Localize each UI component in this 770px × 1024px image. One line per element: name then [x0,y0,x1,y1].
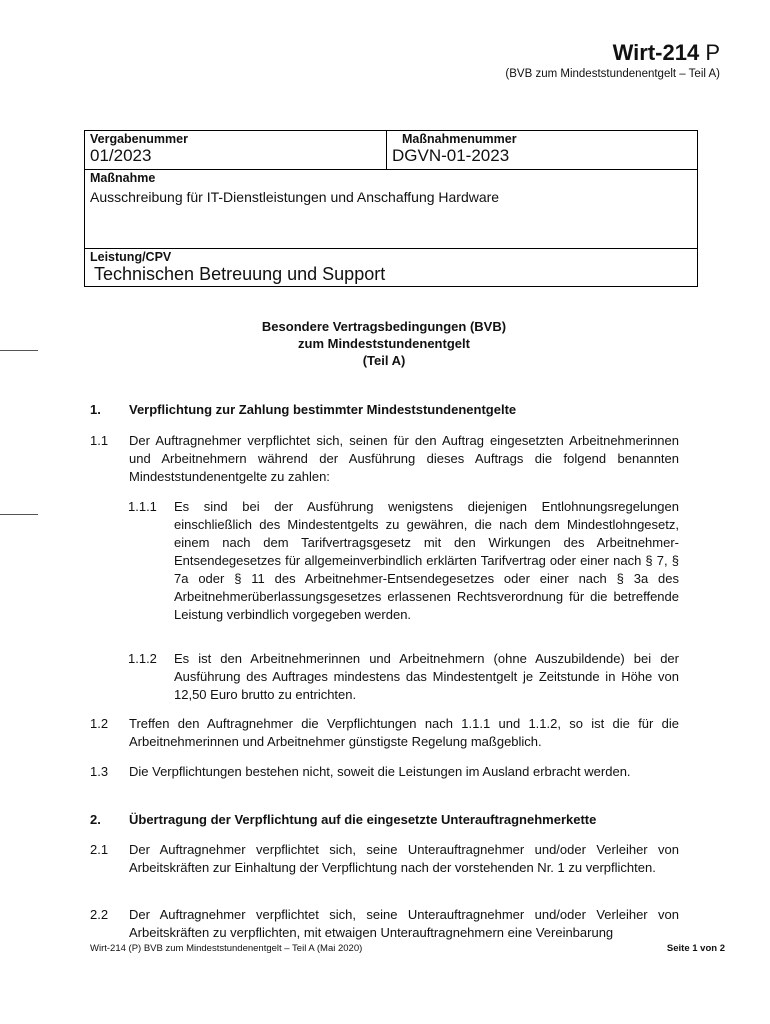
title-line-1: Besondere Vertragsbedingungen (BVB) [261,319,507,334]
massnahmenummer-cell [387,131,697,169]
section-2-1-text: Der Auftragnehmer verpflichtet sich, seine Unterauftragnehmer und/oder Verleiher von Arbeitskräften zur Einhaltung der Verpflichtung nach der vorstehenden Nr. 1 zu verpflichten. [129,842,679,875]
document-title [84,318,684,369]
section-2-number: 2. [90,812,101,827]
form-code [613,40,720,66]
title-line-3: (Teil A) [362,353,406,368]
section-2-2-number: 2.2 [90,907,109,922]
form-row-leistung [84,248,698,287]
section-1-2-text: Treffen den Auftragnehmer die Verpflichtungen nach 1.1.1 und 1.1.2, so ist die für die Arbeitnehmerinnen und Arbeitnehmer günstigste Regelung maßgeblich. [129,716,679,749]
form-code-variant: P [705,40,720,65]
form-row-massnahme [84,169,698,249]
massnahme-value: Ausschreibung für IT-Dienstleistungen und Anschaffung Hardware [90,189,500,205]
fold-mark-top [0,350,38,351]
section-1-1-2-text: Es ist den Arbeitnehmerinnen und Arbeitnehmern (ohne Auszubildende) bei der Ausführung des Auftrages mindestens das Mindestentgelt je Zeitstunde in Höhe von 12,50 Euro brutto zu entrichten. [174,651,679,702]
section-1-3-text: Die Verpflichtungen bestehen nicht, soweit die Leistungen im Ausland erbracht werden. [129,764,631,779]
leistung-label: Leistung/CPV [90,250,172,264]
section-1-title: Verpflichtung zur Zahlung bestimmter Mindeststundenentgelte [129,402,517,417]
form-code-number: Wirt-214 [612,40,700,65]
section-2-title: Übertragung der Verpflichtung auf die eingesetzte Unterauftragnehmerkette [129,812,597,827]
vergabenummer-value: 01/2023 [90,146,152,165]
massnahmenummer-value: DGVN-01-2023 [392,146,510,165]
section-1-1-1-number: 1.1.1 [128,499,157,514]
section-1-2-number: 1.2 [90,716,109,731]
footer-page-number: Seite 1 von 2 [666,943,725,954]
section-1-3-number: 1.3 [90,764,109,779]
title-line-2: zum Mindeststundenentgelt [298,336,470,351]
section-1-1-text: Der Auftragnehmer verpflichtet sich, seinen für den Auftrag eingesetzten Arbeitnehmerinnen und Arbeitnehmern während der Ausführung dieses Auftrags die folgend benannten Mindeststundenentgelte zu zahlen: [129,433,679,484]
form-subtitle: (BVB zum Mindeststundenentgelt – Teil A) [505,68,720,80]
massnahmenummer-label: Maßnahmenummer [402,132,517,146]
leistung-value: Technischen Betreuung und Support [94,264,386,284]
form-row-numbers [84,130,698,170]
section-1-1-2-number: 1.1.2 [128,651,157,666]
footer-left: Wirt-214 (P) BVB zum Mindeststundenentgelt – Teil A (Mai 2020) [90,943,363,954]
section-2-2-text: Der Auftragnehmer verpflichtet sich, seine Unterauftragnehmer und/oder Verleiher von Arbeitskräften zu verpflichten, mit etwaigen Unterauftragnehmern eine Vereinbarung [129,907,679,940]
section-1-1-1-text: Es sind bei der Ausführung wenigstens diejenigen Entlohnungsregelungen einschließlich des Mindestentgelts zu gewähren, die nach dem Mindestlohngesetz, einem nach dem Tarifvertragsgesetz mit den Wirkungen des Arbeitnehmer-Entsendegesetzes für allgemeinverbindlich erklärten Tarifvertrag oder einer nach § 7, § 7a oder § 11 des Arbeitnehmer-Entsendegesetzes oder einer nach § 3a des Arbeitnehmerüberlassungsgesetzes erlassenen Rechtsverordnung für die betreffende Leistung verbindlich vorgegeben werden. [174,499,679,622]
section-2-1-number: 2.1 [90,842,109,857]
section-1-1-number: 1.1 [90,433,109,448]
fold-mark-bottom [0,514,38,515]
section-1-number: 1. [90,402,101,417]
vergabenummer-cell [85,131,387,169]
massnahme-label: Maßnahme [90,171,156,185]
vergabenummer-label: Vergabenummer [90,132,188,146]
